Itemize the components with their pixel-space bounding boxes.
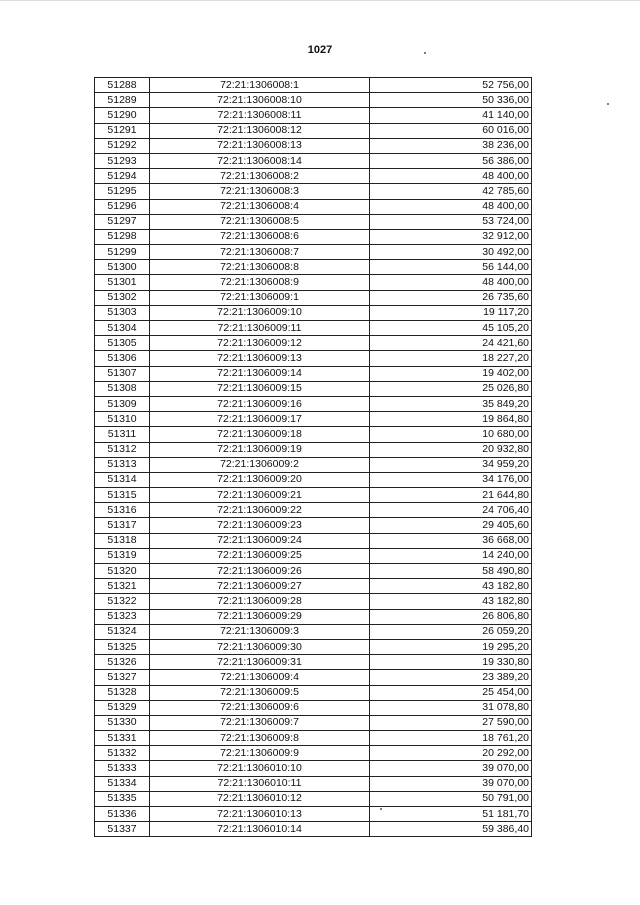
cadastral-number-cell: 72:21:1306009:26 bbox=[150, 564, 370, 579]
table-row bbox=[95, 761, 532, 776]
cadastral-number-cell: 72:21:1306009:23 bbox=[150, 518, 370, 533]
row-id-cell: 51327 bbox=[95, 670, 150, 685]
table-row bbox=[95, 746, 532, 761]
table-row bbox=[95, 366, 532, 381]
table-row bbox=[95, 78, 532, 93]
amount-cell: 50 791,00 bbox=[370, 791, 532, 806]
table-row bbox=[95, 290, 532, 305]
scan-speck bbox=[424, 52, 426, 54]
row-id-cell: 51296 bbox=[95, 199, 150, 214]
cadastral-number-cell: 72:21:1306008:6 bbox=[150, 229, 370, 244]
table-row bbox=[95, 579, 532, 594]
amount-cell: 34 959,20 bbox=[370, 457, 532, 472]
row-id-cell: 51333 bbox=[95, 761, 150, 776]
cadastral-number-cell: 72:21:1306010:10 bbox=[150, 761, 370, 776]
cadastral-number-cell: 72:21:1306008:7 bbox=[150, 245, 370, 260]
amount-cell: 42 785,60 bbox=[370, 184, 532, 199]
amount-cell: 29 405,60 bbox=[370, 518, 532, 533]
row-id-cell: 51304 bbox=[95, 321, 150, 336]
amount-cell: 27 590,00 bbox=[370, 715, 532, 730]
row-id-cell: 51332 bbox=[95, 746, 150, 761]
row-id-cell: 51315 bbox=[95, 488, 150, 503]
cadastral-number-cell: 72:21:1306009:18 bbox=[150, 427, 370, 442]
row-id-cell: 51329 bbox=[95, 700, 150, 715]
cadastral-number-cell: 72:21:1306009:20 bbox=[150, 472, 370, 487]
cadastral-number-cell: 72:21:1306008:13 bbox=[150, 138, 370, 153]
row-id-cell: 51292 bbox=[95, 138, 150, 153]
cadastral-number-cell: 72:21:1306009:29 bbox=[150, 609, 370, 624]
amount-cell: 41 140,00 bbox=[370, 108, 532, 123]
amount-cell: 25 454,00 bbox=[370, 685, 532, 700]
amount-cell: 39 070,00 bbox=[370, 761, 532, 776]
amount-cell: 36 668,00 bbox=[370, 533, 532, 548]
table-row bbox=[95, 564, 532, 579]
amount-cell: 45 105,20 bbox=[370, 321, 532, 336]
row-id-cell: 51301 bbox=[95, 275, 150, 290]
amount-cell: 19 402,00 bbox=[370, 366, 532, 381]
amount-cell: 14 240,00 bbox=[370, 548, 532, 563]
cadastral-number-cell: 72:21:1306008:4 bbox=[150, 199, 370, 214]
records-table-body bbox=[95, 78, 532, 837]
table-row bbox=[95, 655, 532, 670]
table-row bbox=[95, 199, 532, 214]
table-row bbox=[95, 245, 532, 260]
amount-cell: 20 932,80 bbox=[370, 442, 532, 457]
cadastral-number-cell: 72:21:1306009:7 bbox=[150, 715, 370, 730]
row-id-cell: 51323 bbox=[95, 609, 150, 624]
cadastral-number-cell: 72:21:1306010:12 bbox=[150, 791, 370, 806]
row-id-cell: 51336 bbox=[95, 807, 150, 822]
row-id-cell: 51334 bbox=[95, 776, 150, 791]
cadastral-number-cell: 72:21:1306009:11 bbox=[150, 321, 370, 336]
table-row bbox=[95, 153, 532, 168]
table-row bbox=[95, 321, 532, 336]
cadastral-number-cell: 72:21:1306008:2 bbox=[150, 169, 370, 184]
table-row bbox=[95, 472, 532, 487]
records-table bbox=[94, 77, 532, 837]
amount-cell: 10 680,00 bbox=[370, 427, 532, 442]
row-id-cell: 51308 bbox=[95, 381, 150, 396]
amount-cell: 34 176,00 bbox=[370, 472, 532, 487]
table-row bbox=[95, 700, 532, 715]
amount-cell: 25 026,80 bbox=[370, 381, 532, 396]
row-id-cell: 51289 bbox=[95, 93, 150, 108]
table-row bbox=[95, 715, 532, 730]
table-row bbox=[95, 123, 532, 138]
amount-cell: 19 295,20 bbox=[370, 639, 532, 654]
table-row bbox=[95, 488, 532, 503]
amount-cell: 19 330,80 bbox=[370, 655, 532, 670]
amount-cell: 56 386,00 bbox=[370, 153, 532, 168]
row-id-cell: 51295 bbox=[95, 184, 150, 199]
table-row bbox=[95, 518, 532, 533]
cadastral-number-cell: 72:21:1306009:5 bbox=[150, 685, 370, 700]
amount-cell: 52 756,00 bbox=[370, 78, 532, 93]
row-id-cell: 51322 bbox=[95, 594, 150, 609]
table-row bbox=[95, 639, 532, 654]
table-row bbox=[95, 93, 532, 108]
row-id-cell: 51302 bbox=[95, 290, 150, 305]
row-id-cell: 51291 bbox=[95, 123, 150, 138]
table-row bbox=[95, 594, 532, 609]
table-row bbox=[95, 184, 532, 199]
row-id-cell: 51297 bbox=[95, 214, 150, 229]
row-id-cell: 51305 bbox=[95, 336, 150, 351]
table-row bbox=[95, 776, 532, 791]
table-row bbox=[95, 624, 532, 639]
row-id-cell: 51306 bbox=[95, 351, 150, 366]
table-row bbox=[95, 609, 532, 624]
table-row bbox=[95, 229, 532, 244]
table-row bbox=[95, 548, 532, 563]
row-id-cell: 51319 bbox=[95, 548, 150, 563]
row-id-cell: 51313 bbox=[95, 457, 150, 472]
cadastral-number-cell: 72:21:1306009:31 bbox=[150, 655, 370, 670]
row-id-cell: 51303 bbox=[95, 305, 150, 320]
amount-cell: 43 182,80 bbox=[370, 579, 532, 594]
cadastral-number-cell: 72:21:1306010:13 bbox=[150, 807, 370, 822]
row-id-cell: 51320 bbox=[95, 564, 150, 579]
row-id-cell: 51314 bbox=[95, 472, 150, 487]
amount-cell: 35 849,20 bbox=[370, 396, 532, 411]
row-id-cell: 51335 bbox=[95, 791, 150, 806]
cadastral-number-cell: 72:21:1306009:10 bbox=[150, 305, 370, 320]
amount-cell: 19 117,20 bbox=[370, 305, 532, 320]
table-row bbox=[95, 396, 532, 411]
table-row bbox=[95, 214, 532, 229]
cadastral-number-cell: 72:21:1306009:3 bbox=[150, 624, 370, 639]
table-row bbox=[95, 503, 532, 518]
cadastral-number-cell: 72:21:1306008:5 bbox=[150, 214, 370, 229]
table-row bbox=[95, 807, 532, 822]
amount-cell: 43 182,80 bbox=[370, 594, 532, 609]
cadastral-number-cell: 72:21:1306009:22 bbox=[150, 503, 370, 518]
amount-cell: 23 389,20 bbox=[370, 670, 532, 685]
table-row bbox=[95, 275, 532, 290]
table-row bbox=[95, 412, 532, 427]
amount-cell: 59 386,40 bbox=[370, 822, 532, 837]
cadastral-number-cell: 72:21:1306009:2 bbox=[150, 457, 370, 472]
amount-cell: 48 400,00 bbox=[370, 275, 532, 290]
cadastral-number-cell: 72:21:1306008:12 bbox=[150, 123, 370, 138]
amount-cell: 21 644,80 bbox=[370, 488, 532, 503]
records-table-container bbox=[94, 77, 531, 837]
cadastral-number-cell: 72:21:1306009:9 bbox=[150, 746, 370, 761]
cadastral-number-cell: 72:21:1306009:14 bbox=[150, 366, 370, 381]
table-row bbox=[95, 427, 532, 442]
table-row bbox=[95, 305, 532, 320]
row-id-cell: 51312 bbox=[95, 442, 150, 457]
table-row bbox=[95, 351, 532, 366]
amount-cell: 31 078,80 bbox=[370, 700, 532, 715]
amount-cell: 26 806,80 bbox=[370, 609, 532, 624]
table-row bbox=[95, 533, 532, 548]
amount-cell: 20 292,00 bbox=[370, 746, 532, 761]
table-row bbox=[95, 685, 532, 700]
cadastral-number-cell: 72:21:1306009:15 bbox=[150, 381, 370, 396]
row-id-cell: 51307 bbox=[95, 366, 150, 381]
row-id-cell: 51321 bbox=[95, 579, 150, 594]
amount-cell: 51 181,70 bbox=[370, 807, 532, 822]
cadastral-number-cell: 72:21:1306009:24 bbox=[150, 533, 370, 548]
cadastral-number-cell: 72:21:1306008:14 bbox=[150, 153, 370, 168]
amount-cell: 24 706,40 bbox=[370, 503, 532, 518]
row-id-cell: 51318 bbox=[95, 533, 150, 548]
amount-cell: 26 735,60 bbox=[370, 290, 532, 305]
row-id-cell: 51290 bbox=[95, 108, 150, 123]
row-id-cell: 51300 bbox=[95, 260, 150, 275]
amount-cell: 53 724,00 bbox=[370, 214, 532, 229]
row-id-cell: 51310 bbox=[95, 412, 150, 427]
cadastral-number-cell: 72:21:1306008:8 bbox=[150, 260, 370, 275]
table-row bbox=[95, 138, 532, 153]
table-row bbox=[95, 108, 532, 123]
cadastral-number-cell: 72:21:1306009:30 bbox=[150, 639, 370, 654]
amount-cell: 60 016,00 bbox=[370, 123, 532, 138]
row-id-cell: 51294 bbox=[95, 169, 150, 184]
table-row bbox=[95, 791, 532, 806]
amount-cell: 56 144,00 bbox=[370, 260, 532, 275]
row-id-cell: 51326 bbox=[95, 655, 150, 670]
cadastral-number-cell: 72:21:1306010:11 bbox=[150, 776, 370, 791]
table-row bbox=[95, 731, 532, 746]
row-id-cell: 51293 bbox=[95, 153, 150, 168]
cadastral-number-cell: 72:21:1306008:3 bbox=[150, 184, 370, 199]
amount-cell: 48 400,00 bbox=[370, 199, 532, 214]
table-row bbox=[95, 670, 532, 685]
cadastral-number-cell: 72:21:1306008:10 bbox=[150, 93, 370, 108]
cadastral-number-cell: 72:21:1306009:19 bbox=[150, 442, 370, 457]
table-row bbox=[95, 442, 532, 457]
cadastral-number-cell: 72:21:1306009:6 bbox=[150, 700, 370, 715]
table-row bbox=[95, 381, 532, 396]
row-id-cell: 51331 bbox=[95, 731, 150, 746]
page-number: 1027 bbox=[307, 44, 333, 56]
amount-cell: 26 059,20 bbox=[370, 624, 532, 639]
cadastral-number-cell: 72:21:1306008:9 bbox=[150, 275, 370, 290]
cadastral-number-cell: 72:21:1306009:12 bbox=[150, 336, 370, 351]
row-id-cell: 51337 bbox=[95, 822, 150, 837]
row-id-cell: 51299 bbox=[95, 245, 150, 260]
scan-speck bbox=[607, 103, 609, 105]
row-id-cell: 51316 bbox=[95, 503, 150, 518]
row-id-cell: 51317 bbox=[95, 518, 150, 533]
table-row bbox=[95, 169, 532, 184]
row-id-cell: 51324 bbox=[95, 624, 150, 639]
amount-cell: 24 421,60 bbox=[370, 336, 532, 351]
cadastral-number-cell: 72:21:1306009:27 bbox=[150, 579, 370, 594]
amount-cell: 38 236,00 bbox=[370, 138, 532, 153]
row-id-cell: 51298 bbox=[95, 229, 150, 244]
amount-cell: 50 336,00 bbox=[370, 93, 532, 108]
amount-cell: 32 912,00 bbox=[370, 229, 532, 244]
cadastral-number-cell: 72:21:1306009:4 bbox=[150, 670, 370, 685]
row-id-cell: 51309 bbox=[95, 396, 150, 411]
table-row bbox=[95, 822, 532, 837]
cadastral-number-cell: 72:21:1306009:8 bbox=[150, 731, 370, 746]
cadastral-number-cell: 72:21:1306009:28 bbox=[150, 594, 370, 609]
table-row bbox=[95, 260, 532, 275]
cadastral-number-cell: 72:21:1306008:1 bbox=[150, 78, 370, 93]
amount-cell: 30 492,00 bbox=[370, 245, 532, 260]
cadastral-number-cell: 72:21:1306009:13 bbox=[150, 351, 370, 366]
row-id-cell: 51328 bbox=[95, 685, 150, 700]
amount-cell: 39 070,00 bbox=[370, 776, 532, 791]
row-id-cell: 51311 bbox=[95, 427, 150, 442]
cadastral-number-cell: 72:21:1306009:17 bbox=[150, 412, 370, 427]
amount-cell: 48 400,00 bbox=[370, 169, 532, 184]
cadastral-number-cell: 72:21:1306009:1 bbox=[150, 290, 370, 305]
row-id-cell: 51288 bbox=[95, 78, 150, 93]
cadastral-number-cell: 72:21:1306010:14 bbox=[150, 822, 370, 837]
cadastral-number-cell: 72:21:1306008:11 bbox=[150, 108, 370, 123]
amount-cell: 58 490,80 bbox=[370, 564, 532, 579]
row-id-cell: 51325 bbox=[95, 639, 150, 654]
amount-cell: 18 227,20 bbox=[370, 351, 532, 366]
cadastral-number-cell: 72:21:1306009:21 bbox=[150, 488, 370, 503]
amount-cell: 19 864,80 bbox=[370, 412, 532, 427]
row-id-cell: 51330 bbox=[95, 715, 150, 730]
table-row bbox=[95, 336, 532, 351]
table-row bbox=[95, 457, 532, 472]
amount-cell: 18 761,20 bbox=[370, 731, 532, 746]
cadastral-number-cell: 72:21:1306009:25 bbox=[150, 548, 370, 563]
cadastral-number-cell: 72:21:1306009:16 bbox=[150, 396, 370, 411]
